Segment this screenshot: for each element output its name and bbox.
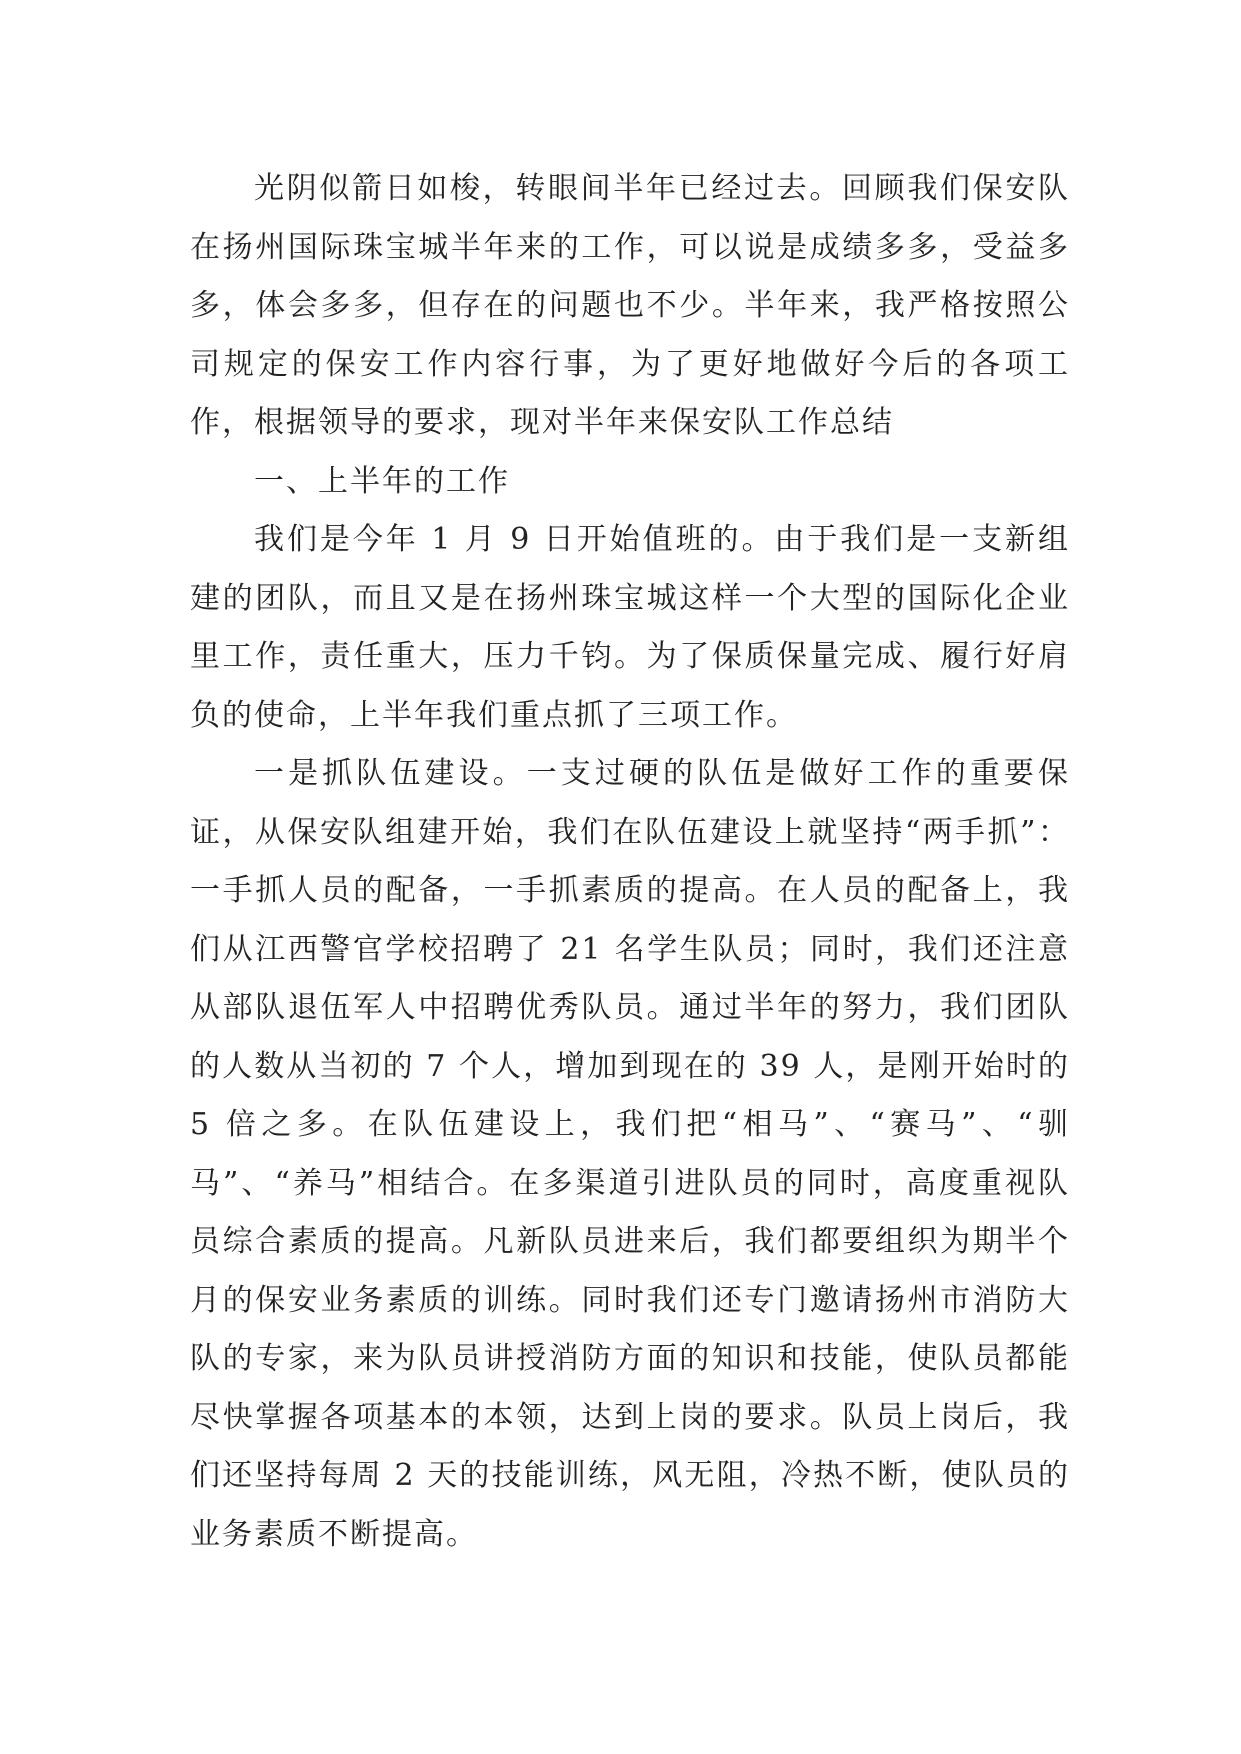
document-body xyxy=(190,160,1070,1564)
body-paragraph: 一是抓队伍建设。一支过硬的队伍是做好工作的重要保证，从保安队组建开始，我们在队伍建设上就坚持“两手抓”：一手抓人员的配备，一手抓素质的提高。在人员的配备上，我们从江西警官学校招聘了 21 名学生队员；同时，我们还注意从部队退伍军人中招聘优秀队员。通过半年的努力，我们团队的人数从当初的 7 个人，增加到现在的 39 人，是刚开始时的 5 倍之多。在队伍建设上，我们把“相马”、“赛马”、“驯马”、“养马”相结合。在多渠道引进队员的同时，高度重视队员综合素质的提高。凡新队员进来后，我们都要组织为期半个月的保安业务素质的训练。同时我们还专门邀请扬州市消防大队的专家，来为队员讲授消防方面的知识和技能，使队员都能尽快掌握各项基本的本领，达到上岗的要求。队员上岗后，我们还坚持每周 2 天的技能训练，风无阻，冷热不断，使队员的业务素质不断提高。 xyxy=(190,756,1070,1552)
section-heading: 一、上半年的工作 xyxy=(254,463,510,499)
body-paragraph: 我们是今年 1 月 9 日开始值班的。由于我们是一支新组建的团队，而且又是在扬州珠宝城这样一个大型的国际化企业里工作，责任重大，压力千钧。为了保质保量完成、履行好肩负的使命，上半年我们重点抓了三项工作。 xyxy=(190,522,1070,733)
intro-paragraph: 光阴似箭日如梭，转眼间半年已经过去。回顾我们保安队在扬州国际珠宝城半年来的工作，可以说是成绩多多，受益多多，体会多多，但存在的问题也不少。半年来，我严格按照公司规定的保安工作内容行事，为了更好地做好今后的各项工作，根据领导的要求，现对半年来保安队工作总结 xyxy=(190,171,1070,440)
